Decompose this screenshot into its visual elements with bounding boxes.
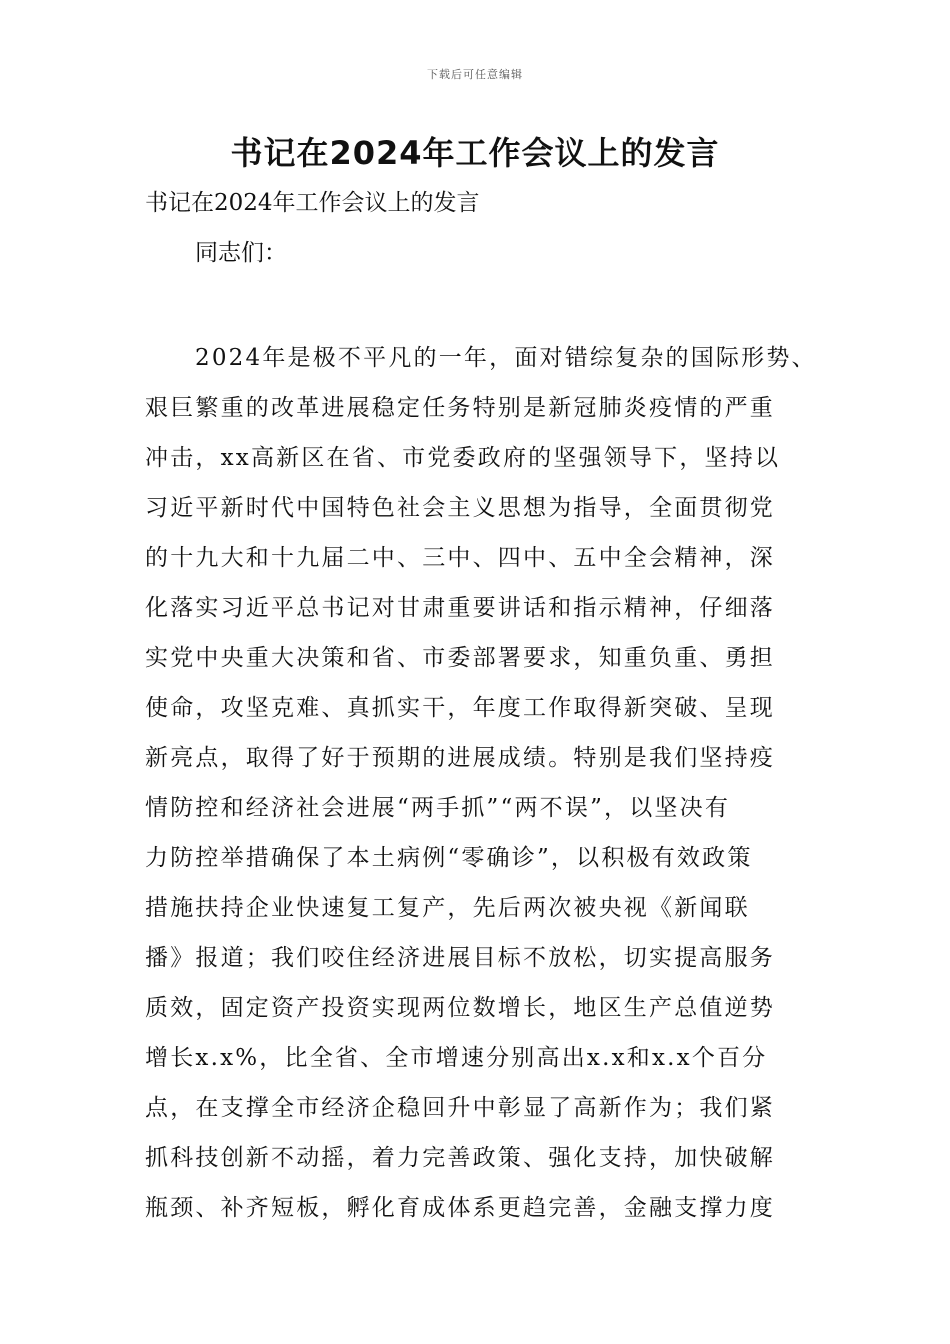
document-subtitle: 书记在2024年工作会议上的发言 (145, 190, 480, 216)
body-line: 习近平新时代中国特色社会主义思想为指导，全面贯彻党 (145, 495, 775, 521)
body-line: 使命，攻坚克难、真抓实干，年度工作取得新突破、呈现 (145, 695, 775, 721)
body-line: 实党中央重大决策和省、市委部署要求，知重负重、勇担 (145, 645, 775, 671)
body-line: 情防控和经济社会进展“两手抓”“两不误”，以坚决有 (145, 795, 731, 821)
body-line: 措施扶持企业快速复工复产，先后两次被央视《新闻联 (145, 895, 750, 921)
salutation: 同志们： (195, 240, 287, 266)
body-line: 新亮点，取得了好于预期的进展成绩。特别是我们坚持疫 (145, 745, 775, 771)
body-line: 播》报道；我们咬住经济进展目标不放松，切实提高服务 (145, 945, 775, 971)
body-line: 点，在支撑全市经济企稳回升中彰显了高新作为；我们紧 (145, 1095, 775, 1121)
document-title: 书记在2024年工作会议上的发言 (230, 134, 720, 172)
body-paragraph (145, 333, 815, 1233)
body-line: 2024年是极不平凡的一年，面对错综复杂的国际形势、 (195, 345, 817, 371)
body-line: 抓科技创新不动摇，着力完善政策、强化支持，加快破解 (145, 1145, 775, 1171)
body-line: 质效，固定资产投资实现两位数增长，地区生产总值逆势 (145, 995, 775, 1021)
body-line: 冲击，xx高新区在省、市党委政府的坚强领导下，坚持以 (145, 445, 781, 471)
body-line: 力防控举措确保了本土病例“零确诊”，以积极有效政策 (145, 845, 753, 871)
body-line: 的十九大和十九届二中、三中、四中、五中全会精神，深 (145, 545, 775, 571)
body-line: 增长x.x%，比全省、全市增速分别高出x.x和x.x个百分 (145, 1045, 768, 1071)
body-line: 化落实习近平总书记对甘肃重要讲话和指示精神，仔细落 (145, 595, 775, 621)
header-note: 下载后可任意编辑 (427, 68, 523, 81)
body-line: 艰巨繁重的改革进展稳定任务特别是新冠肺炎疫情的严重 (145, 395, 775, 421)
body-line: 瓶颈、补齐短板，孵化育成体系更趋完善，金融支撑力度 (145, 1195, 775, 1221)
